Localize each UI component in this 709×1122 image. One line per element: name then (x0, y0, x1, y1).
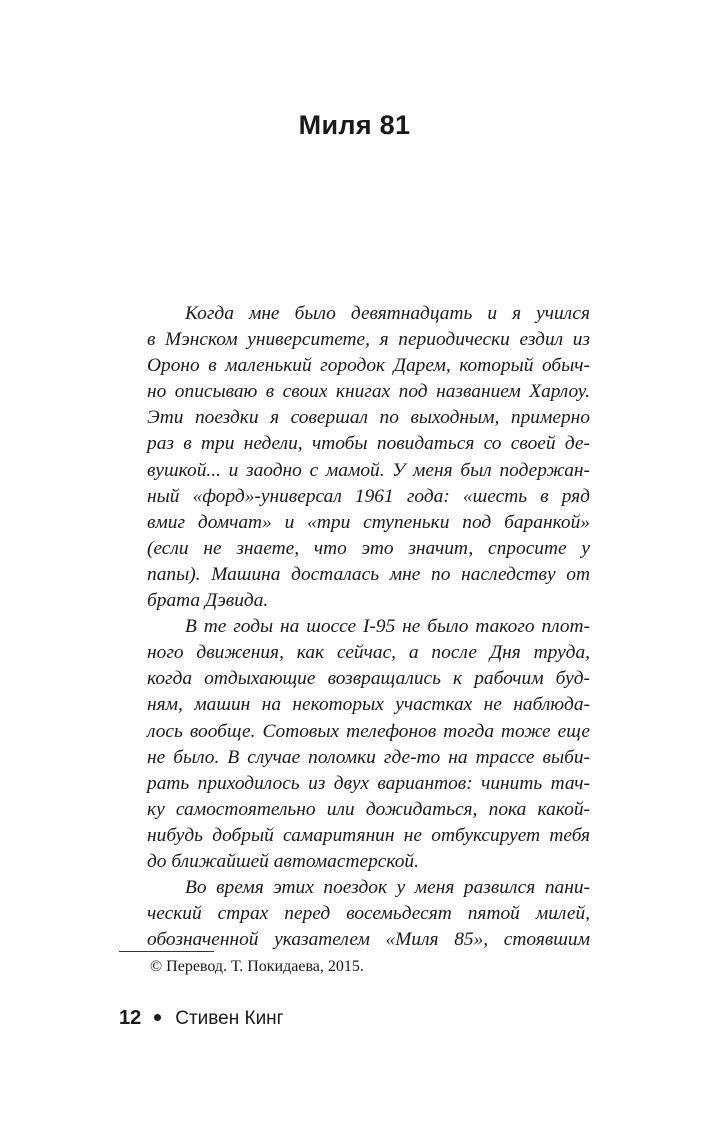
text-line: Эти поездки я совершал по выходным, примерно (147, 407, 590, 429)
text-line: до ближайшей автомастерской. (147, 850, 419, 872)
text-line: нибудь добрый самаритянин не отбуксирует тебя (147, 824, 590, 846)
text-line: ного движения, как сейчас, а после Дня труда, (147, 642, 590, 664)
footnote-divider (119, 951, 214, 952)
text-line: В те годы на шоссе I-95 не было такого плот- (185, 616, 590, 638)
text-line: не было. В случае поломки где-то на трассе выби- (147, 746, 590, 768)
text-line: в Мэнском университете, я периодически ездил из (147, 329, 590, 351)
footnote: © Перевод. Т. Покидаева, 2015. (150, 958, 364, 975)
text-line: ческий страх перед восемьдесят пятой милей, (147, 903, 590, 925)
text-line: ням, машин на некоторых участках не наблюда- (147, 694, 590, 716)
text-line: лось вообще. Сотовых телефонов тогда тоже еще (147, 720, 590, 742)
text-line: вмиг домчат» и «три ступеньки под баранкой» (147, 511, 590, 533)
text-line: Ороно в маленький городок Дарем, который обыч- (147, 355, 590, 377)
text-line: ный «форд»-универсал 1961 года: «шесть в ряд (147, 485, 590, 507)
text-line: Во время этих поездок у меня развился пани- (185, 877, 590, 899)
text-line: (если не знаете, что это значит, спросите у (147, 537, 590, 559)
text-line: папы). Машина досталась мне по наследству от (147, 563, 590, 585)
chapter-title: Миля 81 (298, 110, 411, 140)
running-header-author: Стивен Кинг (175, 1008, 284, 1029)
text-line: раз в три недели, чтобы повидаться со своей де- (147, 433, 590, 455)
text-line: рать приходилось из двух вариантов: чинить тач- (147, 772, 590, 794)
bullet-icon (154, 1014, 161, 1021)
text-line: Когда мне было девятнадцать и я учился (185, 303, 590, 324)
text-line: вушкой... и заодно с мамой. У меня был подержан- (147, 459, 590, 481)
text-line: обозначенной указателем «Миля 85», стоявшим (147, 929, 590, 951)
text-line: ку самостоятельно или дожидаться, пока какой- (147, 798, 590, 820)
page-number: 12 (119, 1007, 142, 1029)
text-line: когда отдыхающие возвращались к рабочим буд- (147, 668, 590, 690)
page-footer (119, 1007, 284, 1030)
text-line: брата Дэвида. (147, 590, 269, 612)
text-line: но описываю в своих книгах под названием Харлоу. (147, 381, 590, 403)
body-text (147, 301, 590, 953)
